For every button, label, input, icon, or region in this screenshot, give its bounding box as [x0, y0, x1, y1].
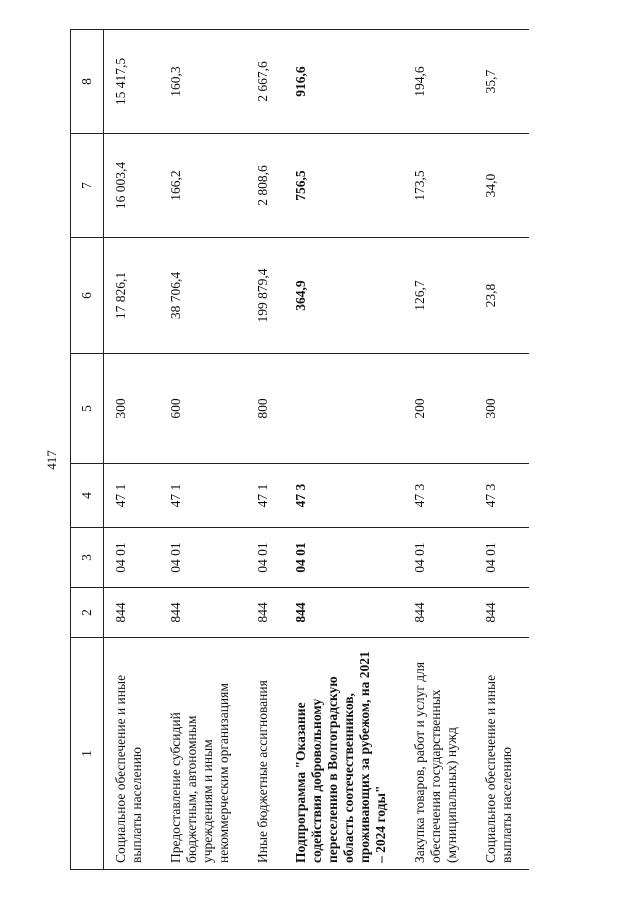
row-description: Социальное обеспечение и иные выплаты населению [104, 638, 159, 870]
table-row [403, 30, 474, 870]
table-row [159, 30, 246, 870]
table-row [246, 30, 285, 870]
cell-program-code: 47 1 [104, 464, 159, 528]
cell-amount-col8: 15 417,5 [104, 30, 159, 134]
table-header-row [71, 30, 104, 870]
cell-ministry-code: 844 [474, 588, 529, 638]
page-number: 417 [44, 450, 59, 470]
cell-section-code: 04 01 [403, 528, 474, 588]
column-header: 5 [71, 354, 104, 464]
cell-expense-type: 300 [104, 354, 159, 464]
cell-program-code: 47 1 [159, 464, 246, 528]
cell-amount-col8: 916,6 [284, 30, 403, 134]
cell-ministry-code: 844 [159, 588, 246, 638]
cell-program-code: 47 3 [403, 464, 474, 528]
cell-amount-col7: 173,5 [403, 134, 474, 238]
cell-section-code: 04 01 [284, 528, 403, 588]
cell-amount-col6: 199 879,4 [246, 238, 285, 354]
cell-expense-type: 200 [403, 354, 474, 464]
column-header: 3 [71, 528, 104, 588]
column-header: 2 [71, 588, 104, 638]
cell-section-code: 04 01 [246, 528, 285, 588]
cell-amount-col8: 35,7 [474, 30, 529, 134]
cell-section-code: 04 01 [159, 528, 246, 588]
cell-amount-col8: 194,6 [403, 30, 474, 134]
cell-ministry-code: 844 [246, 588, 285, 638]
cell-program-code: 47 3 [474, 464, 529, 528]
column-header: 8 [71, 30, 104, 134]
cell-amount-col6: 364,9 [284, 238, 403, 354]
cell-ministry-code: 844 [104, 588, 159, 638]
cell-amount-col7: 16 003,4 [104, 134, 159, 238]
cell-program-code: 47 3 [284, 464, 403, 528]
column-header: 1 [71, 638, 104, 870]
cell-expense-type [284, 354, 403, 464]
table-row [104, 30, 159, 870]
table-row [474, 30, 529, 870]
cell-amount-col8: 2 667,6 [246, 30, 285, 134]
table-row-subprogram [284, 30, 403, 870]
row-description: Закупка товаров, работ и услуг для обеспечения государственных (муниципальных) нужд [403, 638, 474, 870]
column-header: 6 [71, 238, 104, 354]
cell-amount-col6: 126,7 [403, 238, 474, 354]
cell-expense-type: 600 [159, 354, 246, 464]
column-header: 4 [71, 464, 104, 528]
cell-amount-col7: 166,2 [159, 134, 246, 238]
cell-ministry-code: 844 [403, 588, 474, 638]
cell-amount-col6: 17 826,1 [104, 238, 159, 354]
cell-amount-col7: 34,0 [474, 134, 529, 238]
cell-amount-col8: 160,3 [159, 30, 246, 134]
budget-table-container [70, 30, 570, 870]
row-description: Предоставление субсидий бюджетным, автономным учреждениям и иным некоммерческим организациям [159, 638, 246, 870]
cell-expense-type: 300 [474, 354, 529, 464]
cell-amount-col7: 756,5 [284, 134, 403, 238]
cell-amount-col7: 2 808,6 [246, 134, 285, 238]
row-description: Иные бюджетные ассигнования [246, 638, 285, 870]
cell-amount-col6: 38 706,4 [159, 238, 246, 354]
cell-amount-col6: 23,8 [474, 238, 529, 354]
cell-expense-type: 800 [246, 354, 285, 464]
budget-table [70, 29, 529, 870]
column-header: 7 [71, 134, 104, 238]
cell-ministry-code: 844 [284, 588, 403, 638]
row-description: Социальное обеспечение и иные выплаты населению [474, 638, 529, 870]
cell-section-code: 04 01 [474, 528, 529, 588]
cell-section-code: 04 01 [104, 528, 159, 588]
cell-program-code: 47 1 [246, 464, 285, 528]
row-description: Подпрограмма "Оказание содействия добровольному переселению в Волгоградскую область соотечественников, проживающих за рубежом, на 2021 – 2024 годы" [284, 638, 403, 870]
